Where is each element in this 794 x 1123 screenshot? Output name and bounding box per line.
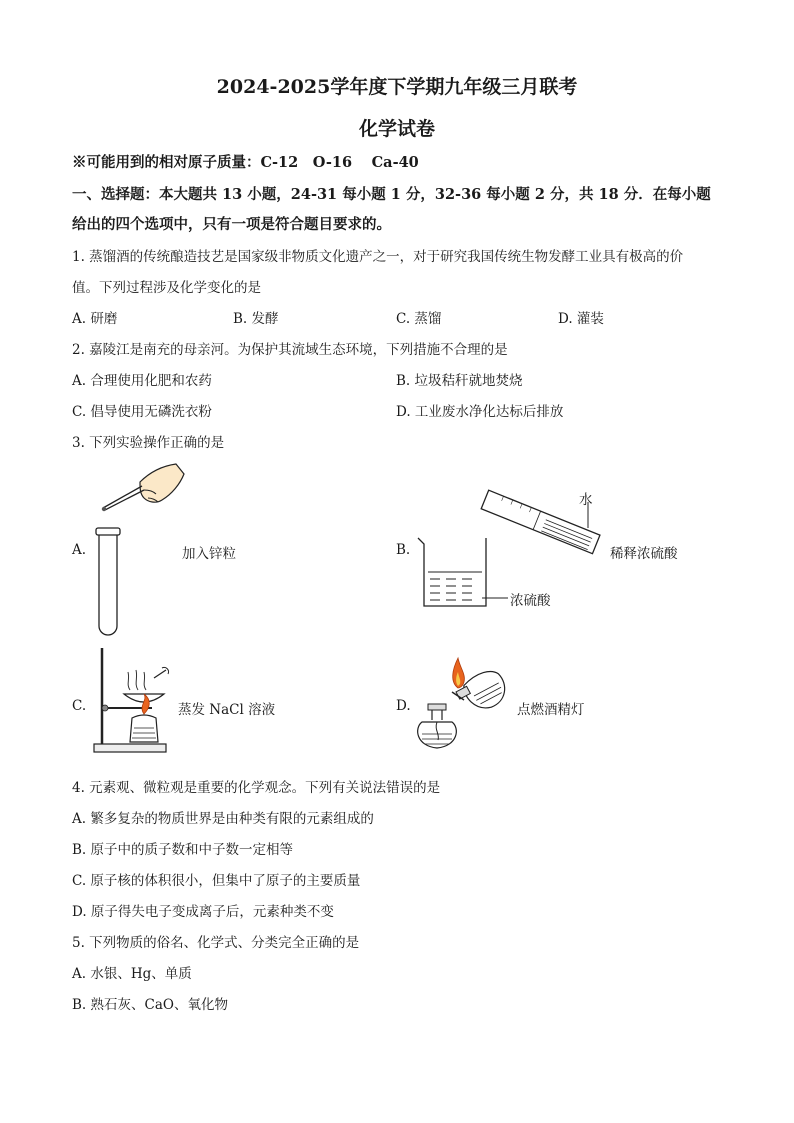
test-tube-icon	[96, 528, 120, 640]
q3-c-letter: C.	[72, 698, 87, 714]
q1-option-d: D. 灌装	[558, 311, 604, 327]
q5-option-a: A. 水银、Hg、单质	[72, 966, 192, 982]
q3-c-caption: 蒸发 NaCl 溶液	[178, 702, 276, 718]
q3-a-letter: A.	[72, 542, 87, 558]
q2-option-b: B. 垃圾秸秆就地焚烧	[396, 373, 523, 389]
q2-option-c: C. 倡导使用无磷洗衣粉	[72, 404, 212, 420]
q4-stem: 4. 元素观、微粒观是重要的化学观念。下列有关说法错误的是	[72, 780, 441, 796]
flame-icon	[448, 656, 468, 690]
q4-option-d: D. 原子得失电子变成离子后，元素种类不变	[72, 904, 334, 920]
q3-b-acid-label: 浓硫酸	[510, 593, 551, 609]
q4-option-a: A. 繁多复杂的物质世界是由种类有限的元素组成的	[72, 811, 374, 827]
page-title: 2024-2025学年度下学期九年级三月联考	[216, 76, 578, 98]
q1-stem-line1: 1. 蒸馏酒的传统酿造技艺是国家级非物质文化遗产之一，对于研究我国传统生物发酵工业具有极高的价	[72, 249, 684, 265]
q5-stem: 5. 下列物质的俗名、化学式、分类完全正确的是	[72, 935, 360, 951]
q2-option-a: A. 合理使用化肥和农药	[72, 373, 212, 389]
q2-stem: 2. 嘉陵江是南充的母亲河。为保护其流域生态环境，下列措施不合理的是	[72, 342, 508, 358]
q5-option-b: B. 熟石灰、CaO、氧化物	[72, 997, 228, 1013]
atomic-masses: ※可能用到的相对原子质量：C-12 O-16 Ca-40	[72, 154, 419, 171]
q4-option-c: C. 原子核的体积很小，但集中了原子的主要质量	[72, 873, 361, 889]
section-instruction-line2: 给出的四个选项中，只有一项是符合题目要求的。	[72, 216, 391, 233]
q3-b-water-label: 水	[579, 492, 593, 508]
q2-option-d: D. 工业废水净化达标后排放	[396, 404, 564, 420]
q4-option-b: B. 原子中的质子数和中子数一定相等	[72, 842, 294, 858]
beaker-icon	[416, 534, 516, 612]
section-instruction-line1: 一、选择题：本大题共 13 小题，24-31 每小题 1 分，32-36 每小题 2 分，共 18 分．在每小题	[72, 186, 711, 203]
q3-a-caption: 加入锌粒	[182, 546, 236, 562]
hand-tweezers-icon	[100, 460, 190, 520]
q3-b-letter: B.	[396, 542, 411, 558]
q3-d-caption: 点燃酒精灯	[517, 702, 585, 718]
q1-option-b: B. 发酵	[233, 311, 279, 327]
q3-b-caption: 稀释浓硫酸	[610, 546, 678, 562]
q1-option-c: C. 蒸馏	[396, 311, 442, 327]
q3-d-letter: D.	[396, 698, 411, 714]
q1-option-a: A. 研磨	[72, 311, 118, 327]
q1-stem-line2: 值。下列过程涉及化学变化的是	[72, 280, 261, 296]
page-subtitle: 化学试卷	[358, 118, 435, 140]
q3-stem: 3. 下列实验操作正确的是	[72, 435, 225, 451]
